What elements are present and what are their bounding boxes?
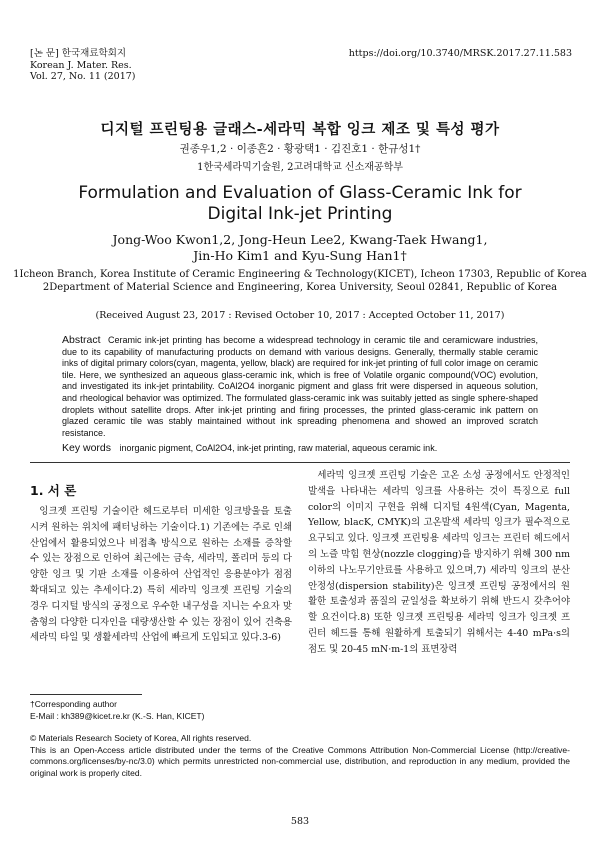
keywords-text: inorganic pigment, CoAl2O4, ink-jet printing, raw material, aqueous ceramic ink. <box>119 443 438 453</box>
authors-english <box>0 232 600 264</box>
body-column-right <box>308 468 570 658</box>
section-heading-introduction: 1. 서 론 <box>30 483 77 498</box>
keywords <box>62 442 538 454</box>
abstract-label: Abstract <box>62 334 101 346</box>
title-korean: 디지털 프린팅용 글래스-세라믹 복합 잉크 제조 및 특성 평가 <box>100 121 500 138</box>
journal-volume: Vol. 27, No. 11 (2017) <box>30 71 136 82</box>
corresponding-author-footnote <box>30 699 570 722</box>
author-email: E-Mail : kh389@kicet.re.kr (K.-S. Han, KICET) <box>30 710 205 721</box>
keywords-label: Key words <box>62 442 112 454</box>
journal-header <box>30 48 136 83</box>
abstract <box>62 335 538 439</box>
section-divider <box>30 462 570 463</box>
journal-name-en: Korean J. Mater. Res. <box>30 59 132 71</box>
affiliation-english-1: 1Icheon Branch, Korea Institute of Ceramic Engineering & Technology(KICET), Icheon 17303, Republic of Korea <box>13 269 587 280</box>
authors-english-line2: Jin-Ho Kim1 and Kyu-Sung Han1† <box>193 248 407 263</box>
corresponding-author-label: †Corresponding author <box>30 699 117 709</box>
affiliation-korean: 1한국세라믹기술원, 2고려대학교 신소재공학부 <box>197 162 403 173</box>
body-paragraph: 잉크젯 프린팅 기술이란 헤드로부터 미세한 잉크방울을 토출시켜 원하는 위치에 패터닝하는 기술이다.1) 기존에는 주로 인쇄산업에서 활용되었으나 비접촉 방식으로 원하는 소재를 증착할 수 있는 장점으로 인하여 최근에는 금속, 세라믹, 폴리머 등의 다양한 잉크 및 기판 소재를 이용하여 산업적인 응용분야가 점점 확대되고 있는 추세이다.2) 특히 세라믹 잉크젯 프린팅 기술의 경우 디지털 방식의 공정으로 우수한 내구성을 지니는 수요자 맞춤형의 다양한 디자인을 대량생산할 수 있는 장점이 있어 건축용 세라믹 타일 및 생활세라믹 산업에 빠르게 도입되고 있다.3-6) <box>30 506 292 644</box>
body-paragraph: 세라믹 잉크젯 프린팅 기술은 고온 소성 공정에서도 안정적인 발색을 나타내는 세라믹 잉크를 사용하는 것이 특징으로 full color의 이미지 구현을 위해 디지털 4원색(Cyan, Magenta, Yellow, blacK, CMYK)의 고온발색 세라믹 잉크가 필수적으로 요구되고 있다. 잉크젯 프린팅용 세라믹 잉크는 프린터 헤드에서의 노즐 막힘 현상(nozzle clogging)을 방지하기 위해 300 nm이하의 나노무기안료를 사용하고 있으며,7) 세라믹 잉크의 분산안정성(dispersion stability)은 잉크젯 프린팅 공정에서의 원활한 토출성과 품질의 균일성을 확보하기 위해 반드시 갖추어야 할 요건이다.8) 또한 잉크젯 프린팅용 세라믹 잉크가 잉크젯 프린터 헤드를 통해 원활하게 토출되기 위해서는 4-40 mPa·s의 점도 및 20-45 mN·m-1의 표면장력 <box>308 470 570 655</box>
doi-link[interactable]: https://doi.org/10.3740/MRSK.2017.27.11.583 <box>348 48 572 59</box>
title-english-line1: Formulation and Evaluation of Glass-Ceramic Ink for <box>78 183 522 203</box>
article-type-label: [논 문] 한국재료학회지 <box>30 48 127 59</box>
page-number: 583 <box>290 816 310 827</box>
title-english <box>0 183 600 225</box>
footnote-divider <box>30 694 142 695</box>
received-dates: (Received August 23, 2017 : Revised October 10, 2017 : Accepted October 11, 2017) <box>95 310 505 321</box>
affiliation-english <box>0 268 600 294</box>
copyright-line: © Materials Research Society of Korea, All rights reserved. <box>30 733 252 743</box>
body-column-left <box>30 504 292 646</box>
license-text: This is an Open-Access article distributed under the terms of the Creative Commons Attribution Non-Commercial License (http://creative-commons.org/licenses/by-nc/3.0) which permits unrestricted non-commercial use, distribution, and reproduction in any medium, provided the original work is properly cited. <box>30 744 570 778</box>
authors-korean: 권종우1,2 · 이종흔2 · 황광택1 · 김진호1 · 한규성1† <box>179 143 421 155</box>
authors-english-line1: Jong-Woo Kwon1,2, Jong-Heun Lee2, Kwang-Taek Hwang1, <box>112 232 488 247</box>
abstract-text: Ceramic ink-jet printing has become a widespread technology in ceramic tile and ceramicware industries, due to its capability of manufacturing products on demand with various designs. Generally, thermally stable ceramic inks of digital primary colors(cyan, magenta, yellow, black) are required for ink-jet printing of full color image on ceramic tile. Here, we synthesized an aqueous glass-ceramic ink, which is free of Volatile organic compound(VOC) evolution, and investigated its ink-jet printability. CoAl2O4 inorganic pigment and glass frit were dispersed in aqueous solution, and rheological behavior was optimized. The formulated glass-ceramic ink was suitably jetted as single sphere-shaped droplets without satellite drops. After ink-jet printing and firing processes, the printed glass-ceramic ink pattern on glazed ceramic tile was stably maintained without ink spreading phenomena and showed an improved scratch resistance. <box>62 335 538 438</box>
affiliation-english-2: 2Department of Material Science and Engineering, Korea University, Seoul 02841, Republic of Korea <box>42 282 558 293</box>
title-english-line2: Digital Ink-jet Printing <box>207 204 393 224</box>
license-notice <box>30 733 570 779</box>
